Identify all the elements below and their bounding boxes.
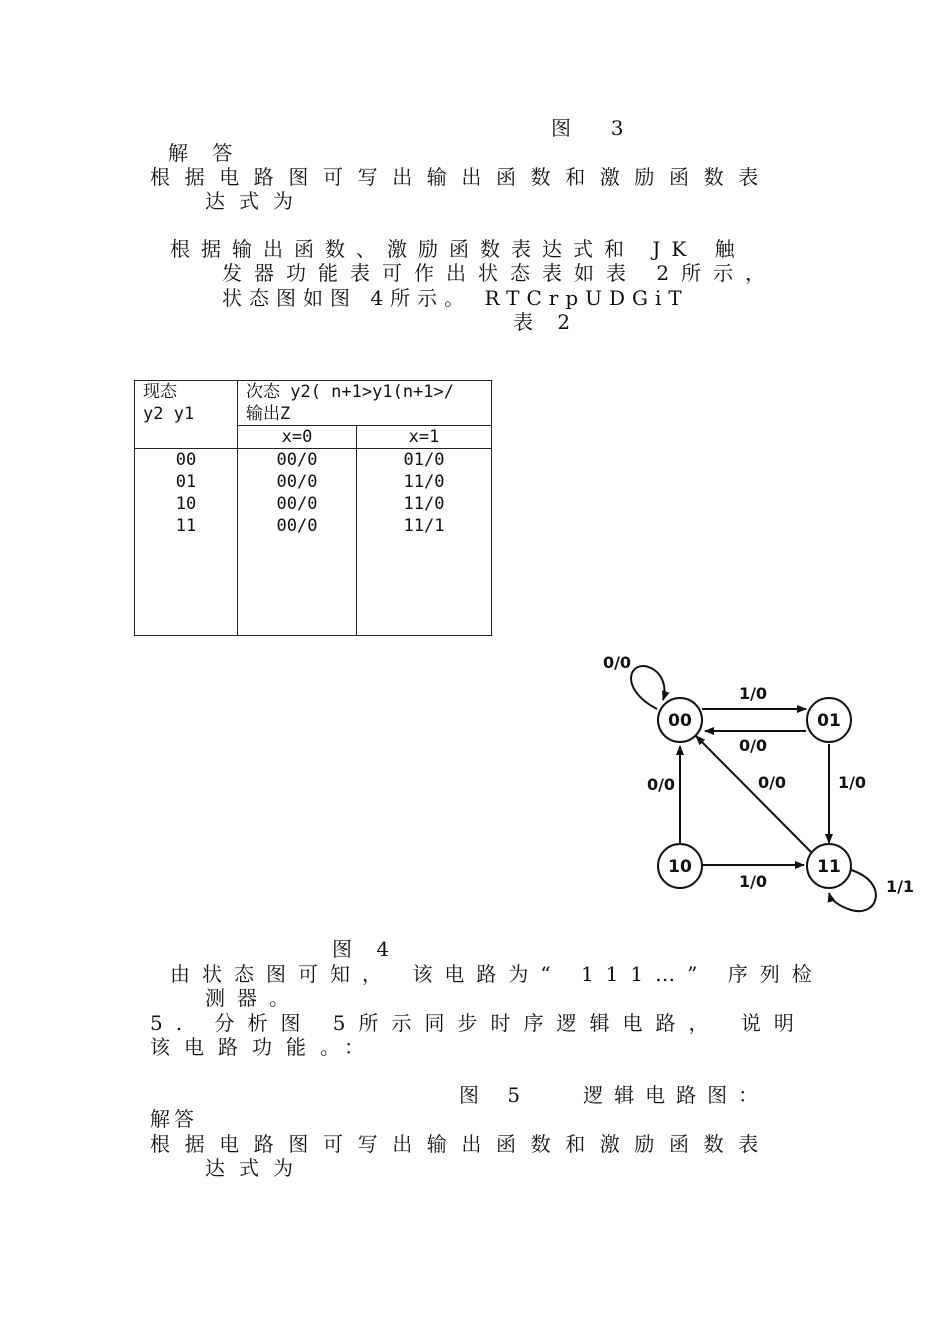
state-11-label: 11 — [817, 857, 841, 877]
table-2-caption: 表 2 — [513, 310, 580, 334]
state-00-label: 00 — [668, 711, 692, 731]
conclusion-line-1: 由状态图可知， 该电路为“ 111…” 序列检 — [170, 962, 824, 986]
column-x0-header: x=0 — [238, 426, 357, 449]
table-row-x1: 11/0 — [403, 472, 445, 492]
answer-heading-2: 解答 — [150, 1107, 198, 1131]
answer-line-1: 根据电路图可写出输出函数和激励函数表 — [150, 165, 773, 189]
column-x1-header: x=1 — [357, 426, 492, 449]
present-state-header — [135, 381, 238, 449]
answer-2-line-2: 达式为 — [205, 1156, 307, 1180]
state-10-label: 10 — [668, 857, 692, 877]
edge-label-self-11: 1/1 — [885, 877, 915, 896]
answer-2-line-1: 根据电路图可写出输出函数和激励函数表 — [150, 1132, 773, 1156]
present-state-vars: y2 y1 — [143, 404, 195, 424]
table-row-x1: 11/1 — [403, 516, 445, 536]
edge-label-self-00: 0/0 — [602, 653, 632, 672]
table-row-x0: 00/0 — [276, 450, 318, 470]
paragraph-line-1: 根据输出函数、激励函数表达式和 JK 触 — [170, 237, 746, 261]
figure-3-caption: 图 3 — [551, 116, 633, 140]
output-label: 输出Z — [246, 404, 291, 424]
edge-label-01-11: 1/0 — [837, 773, 867, 792]
table-row-x0: 00/0 — [276, 494, 318, 514]
state-diagram — [595, 648, 925, 928]
x1-column — [357, 449, 492, 636]
paragraph-line-3: 状态图如图 4所示。 RTCrpUDGiT — [222, 286, 689, 310]
conclusion-line-2: 测器。 — [205, 986, 301, 1010]
present-state-column — [135, 449, 238, 636]
state-table — [134, 380, 492, 636]
edge-label-10-11: 1/0 — [738, 872, 768, 891]
table-row-x1: 01/0 — [403, 450, 445, 470]
state-01-label: 01 — [817, 711, 841, 731]
self-loop-00 — [631, 666, 664, 709]
next-state-header — [238, 381, 492, 426]
table-row-x0: 00/0 — [276, 516, 318, 536]
edge-label-01-00: 0/0 — [738, 736, 768, 755]
edge-label-11-00: 0/0 — [757, 773, 787, 792]
table-row-present: 11 — [175, 516, 197, 536]
present-state-label: 现态 — [143, 382, 177, 402]
table-row-present: 00 — [175, 450, 197, 470]
question-5-line-1: 5. 分析图 5所示同步时序逻辑电路， 说明 — [150, 1011, 807, 1035]
x0-column — [238, 449, 357, 636]
next-state-label: 次态 y2( n+1>y1(n+1>/ — [246, 382, 454, 402]
table-row-present: 10 — [175, 494, 197, 514]
answer-line-2: 达式为 — [205, 189, 307, 213]
table-row-x0: 00/0 — [276, 472, 318, 492]
table-row-x1: 11/0 — [403, 494, 445, 514]
edge-label-10-00: 0/0 — [646, 775, 676, 794]
answer-heading: 解 答 — [168, 141, 242, 165]
edge-label-00-01: 1/0 — [738, 684, 768, 703]
figure-5-caption: 图 5 逻辑电路图： — [459, 1083, 770, 1107]
figure-4-caption: 图 4 — [332, 937, 399, 961]
question-5-line-2: 该电路功能。： — [150, 1035, 378, 1059]
paragraph-line-2: 发器功能表可作出状态表如表 2所示， — [222, 261, 778, 285]
table-row-present: 01 — [175, 472, 197, 492]
